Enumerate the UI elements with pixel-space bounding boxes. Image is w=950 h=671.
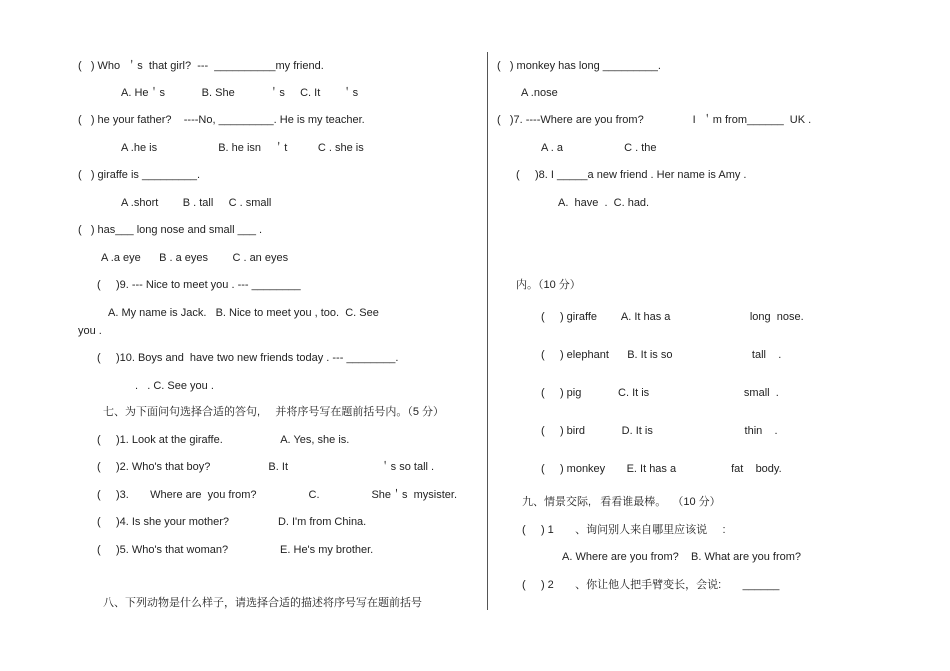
left-line-7: ( ) has___ long nose and small ___ .: [78, 224, 263, 236]
left-line-16: ( )2. Who's that boy? B. It ＇s so tall .: [97, 461, 435, 473]
right-line-2: A .nose: [521, 87, 558, 99]
section-8-title: 八、下列动物是什么样子，请选择合适的描述将序号写在题前括号: [103, 597, 422, 609]
right-line-16: ( ) 2 、你让他人把手臂变长，会说: ______: [522, 579, 780, 591]
right-line-4: A . a C . the: [541, 142, 657, 154]
left-line-19: ( )5. Who's that woman? E. He's my brother.: [97, 544, 374, 556]
left-line-15: ( )1. Look at the giraffe. A. Yes, she is.: [97, 434, 350, 446]
left-line-2: A. He＇s B. She ＇s C. It ＇s: [121, 87, 359, 99]
left-line-12: ( )10. Boys and have two new friends today . --- ________.: [97, 352, 399, 364]
right-line-6: A. have . C. had.: [558, 197, 650, 209]
right-line-1: ( ) monkey has long _________.: [497, 60, 661, 72]
right-line-11: ( ) bird D. It is thin .: [541, 425, 778, 437]
left-line-3: ( ) he your father? ----No, _________. He is my teacher.: [78, 114, 365, 126]
left-line-4: A .he is B. he isn ＇t C . she is: [121, 142, 364, 154]
section-9-title: 九、情景交际, 看看谁最棒。 （10 分）: [522, 496, 721, 508]
left-line-18: ( )4. Is she your mother? D. I'm from China.: [97, 516, 367, 528]
right-line-12: ( ) monkey E. It has a fat body.: [541, 463, 782, 475]
left-line-10: A. My name is Jack. B. Nice to meet you , too. C. See: [108, 307, 379, 319]
right-line-3: ( )7. ----Where are you from? I ＇m from______ UK .: [497, 114, 812, 126]
left-line-11: you .: [78, 325, 102, 337]
left-line-5: ( ) giraffe is _________.: [78, 169, 201, 181]
right-line-5: ( )8. I _____a new friend . Her name is Amy .: [516, 169, 747, 181]
section-7-title: 七、为下面问句选择合适的答句, 并将序号写在题前括号内。（5 分）: [103, 406, 445, 418]
right-line-10: ( ) pig C. It is small .: [541, 387, 779, 399]
left-line-13: . . C. See you .: [135, 380, 214, 392]
right-line-15: A. Where are you from? B. What are you from?: [562, 551, 802, 563]
right-line-9: ( ) elephant B. It is so tall .: [541, 349, 782, 361]
left-line-6: A .short B . tall C . small: [121, 197, 272, 209]
right-line-14: ( ) 1 、询问别人来自哪里应该说 :: [522, 524, 726, 536]
left-line-17: ( )3. Where are you from? C. She＇s mysister.: [97, 489, 458, 501]
left-line-8: A .a eye B . a eyes C . an eyes: [101, 252, 289, 264]
left-line-9: ( )9. --- Nice to meet you . --- ________: [97, 279, 301, 291]
left-line-1: ( ) Who ＇s that girl? --- __________my friend.: [78, 60, 324, 72]
right-line-7: 内。（10 分）: [516, 279, 581, 291]
column-divider: [487, 52, 488, 610]
right-line-8: ( ) giraffe A. It has a long nose.: [541, 311, 804, 323]
